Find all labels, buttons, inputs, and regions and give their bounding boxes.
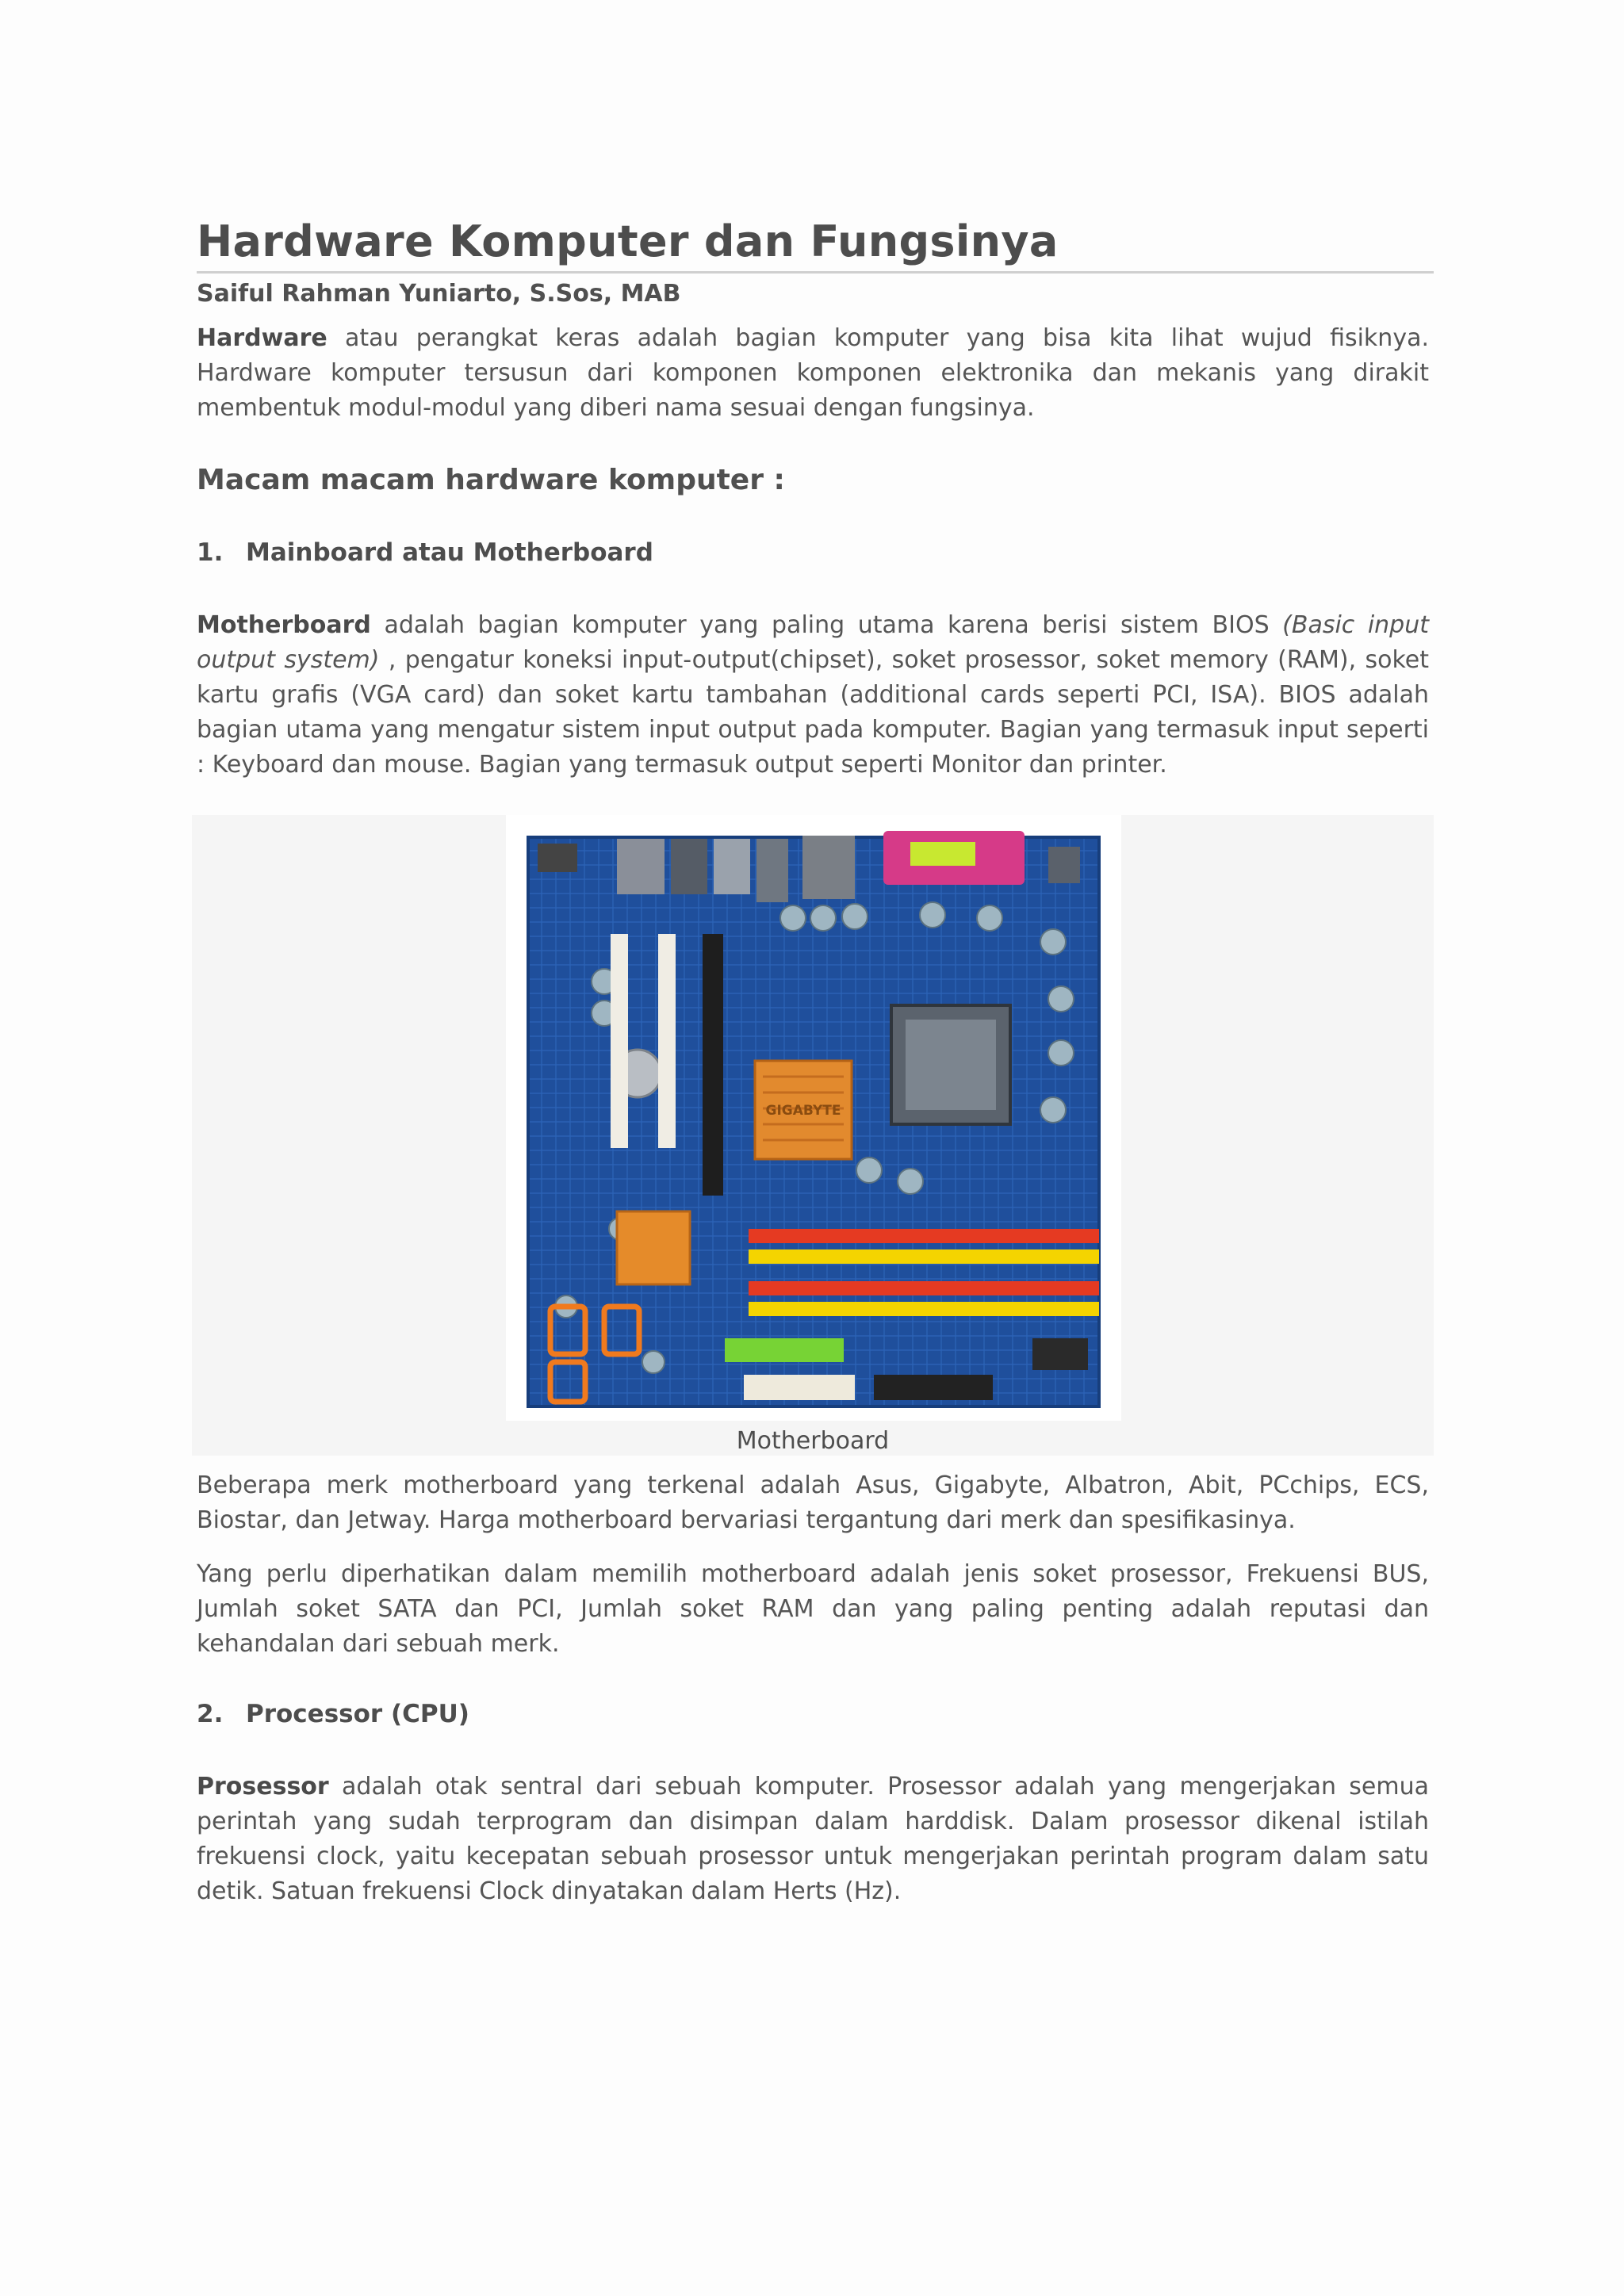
paragraph-text: , pengatur koneksi input-output(chipset), soket prosessor, soket memory (RAM), soket kartu grafis (VGA card) dan soket kartu tambahan (additional cards seperti PCI, ISA). BIOS adalah bagian utama yang mengatur sistem input output pada komputer. Bagian yang termasuk input seperti : Keyboard dan mouse. Bagian yang termasuk output seperti Monitor dan printer. [197, 646, 1429, 779]
intro-bold-term: Hardware [197, 324, 327, 352]
motherboard-figure [192, 815, 1434, 1456]
item-number: 2. [197, 1700, 224, 1728]
item-number: 1. [197, 538, 224, 567]
item-title: Mainboard atau Motherboard [246, 538, 653, 567]
processor-paragraph [197, 1770, 1429, 1909]
paragraph-text: adalah bagian komputer yang paling utama karena berisi sistem BIOS [370, 611, 1283, 639]
selection-paragraph: Yang perlu diperhatikan dalam memilih motherboard adalah jenis soket prosessor, Frekuensi BUS, Jumlah soket SATA dan PCI, Jumlah soket RAM dan yang paling penting adalah reputasi dan kehandalan dari sebuah merk. [197, 1560, 1429, 1658]
figure-caption: Motherboard [736, 1427, 890, 1455]
motherboard-bold-term: Motherboard [197, 611, 371, 639]
motherboard-image [506, 815, 1121, 1421]
page-title: Hardware Komputer dan Fungsinya [197, 216, 1059, 266]
intro-paragraph [197, 321, 1429, 426]
author-line: Saiful Rahman Yuniarto, S.Sos, MAB [197, 280, 681, 308]
bios-italic-term: (Basic input output system) [197, 611, 1430, 674]
motherboard-paragraph [197, 608, 1429, 783]
heatsink-brand-label: GIGABYTE [765, 1103, 841, 1119]
item-heading-motherboard [197, 535, 1429, 570]
item-title: Processor (CPU) [246, 1700, 469, 1728]
title-divider [197, 271, 1434, 274]
document-body-continued [197, 1468, 1429, 1909]
paragraph-text: adalah otak sentral dari sebuah komputer. Prosessor adalah yang mengerjakan semua perintah yang sudah terprogram dan disimpan dalam harddisk. Dalam prosessor dikenal istilah frekuensi clock, yaitu kecepatan sebuah prosessor untuk mengerjakan perintah program dalam satu detik. Satuan frekuensi Clock dinyatakan dalam Herts (Hz). [197, 1773, 1429, 1905]
item-heading-processor [197, 1697, 1429, 1732]
motherboard-illustration [506, 815, 1121, 1421]
document-body [197, 212, 1429, 783]
section-heading: Macam macam hardware komputer : [197, 464, 785, 496]
brands-paragraph: Beberapa merk motherboard yang terkenal adalah Asus, Gigabyte, Albatron, Abit, PCchips, ECS, Biostar, dan Jetway. Harga motherboard bervariasi tergantung dari merk dan spesifikasinya. [197, 1471, 1429, 1534]
intro-text: atau perangkat keras adalah bagian komputer yang bisa kita lihat wujud fisiknya. Hardware komputer tersusun dari komponen komponen elektronika dan mekanis yang dirakit membentuk modul-modul yang diberi nama sesuai dengan fungsinya. [197, 324, 1429, 422]
processor-bold-term: Prosessor [197, 1773, 329, 1800]
